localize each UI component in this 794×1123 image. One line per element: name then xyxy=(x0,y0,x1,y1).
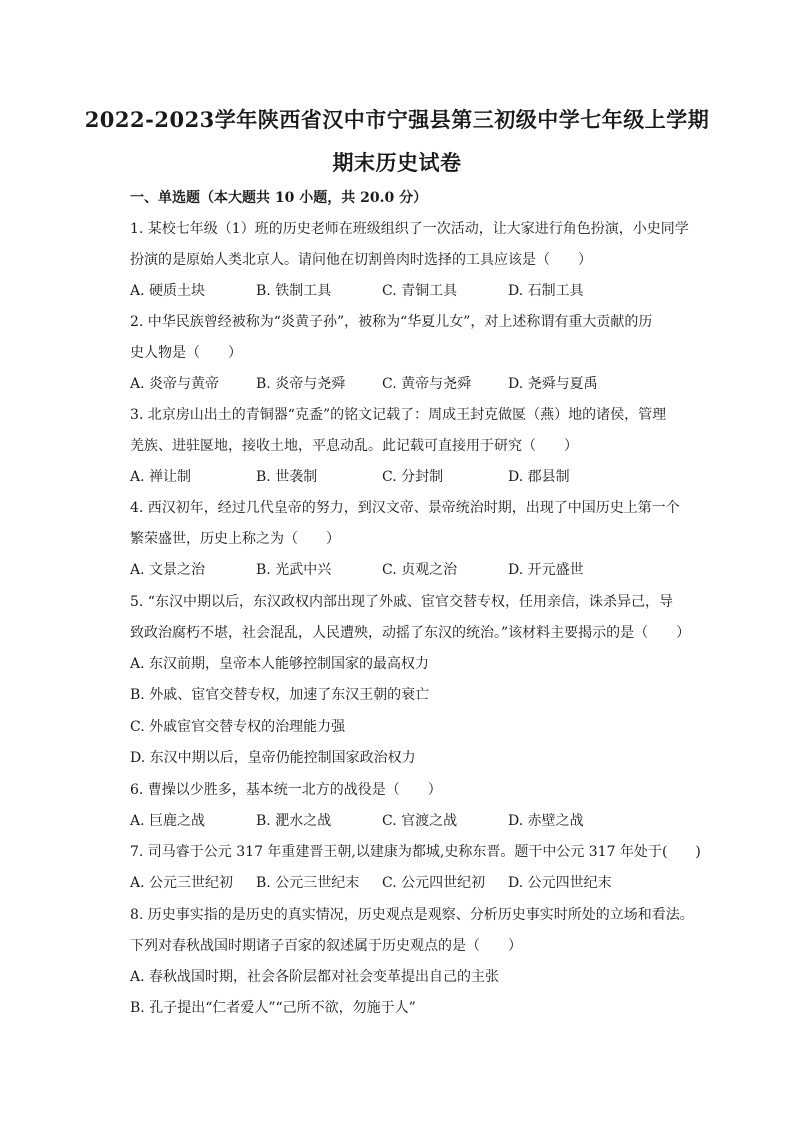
question-6-option-d: D. 赤壁之战 xyxy=(508,813,584,829)
question-6-option-c: C. 官渡之战 xyxy=(382,813,458,829)
question-4-option-c: C. 贞观之治 xyxy=(382,562,458,578)
question-6-option-a: A. 巨鹿之战 xyxy=(130,813,206,829)
section-heading: 一、单选题（本大题共 10 小题，共 20.0 分） xyxy=(130,190,428,206)
question-3-option-c: C. 分封制 xyxy=(382,469,444,485)
question-5-option-c: C. 外戚宦官交替专权的治理能力强 xyxy=(130,719,346,735)
question-4-line-1: 4. 西汉初年，经过几代皇帝的努力，到汉文帝、景帝统治时期，出现了中国历史上第一个 xyxy=(130,500,680,516)
question-3-option-d: D. 郡县制 xyxy=(508,469,570,485)
question-3-line-1: 3. 北京房山出土的青铜器“克盉”的铭文记载了：周成王封克做匽（燕）地的诸侯，管理 xyxy=(130,407,667,423)
question-5-line-1: 5. “东汉中期以后，东汉政权内部出现了外戚、宦官交替专权，任用亲信，诛杀异己，导 xyxy=(130,594,673,610)
question-3-line-2: 羌族、进驻匽地，接收土地，平息动乱。此记载可直接用于研究（ ） xyxy=(130,438,578,454)
question-4-option-a: A. 文景之治 xyxy=(130,562,206,578)
question-8-option-a: A. 春秋战国时期，社会各阶层都对社会变革提出自己的主张 xyxy=(130,969,500,985)
question-1-line-1: 1. 某校七年级（1）班的历史老师在班级组织了一次活动，让大家进行角色扮演，小史同学 xyxy=(130,221,689,237)
question-4-option-d: D. 开元盛世 xyxy=(508,562,584,578)
question-6-option-b: B. 淝水之战 xyxy=(256,813,332,829)
question-7-option-d: D. 公元四世纪末 xyxy=(508,875,612,891)
question-1-option-c: C. 青铜工具 xyxy=(382,283,458,299)
question-2-option-b: B. 炎帝与尧舜 xyxy=(256,376,346,392)
exam-title-line1: 2022-2023学年陕西省汉中市宁强县第三初级中学七年级上学期 xyxy=(84,107,710,132)
question-8-line-2: 下列对春秋战国时期诸子百家的叙述属于历史观点的是（ ） xyxy=(130,938,522,954)
question-2-option-c: C. 黄帝与尧舜 xyxy=(382,376,472,392)
question-7-option-a: A. 公元三世纪初 xyxy=(130,875,234,891)
question-5-option-a: A. 东汉前期，皇帝本人能够控制国家的最高权力 xyxy=(130,656,430,672)
question-1-option-d: D. 石制工具 xyxy=(508,283,584,299)
exam-title-line2: 期末历史试卷 xyxy=(332,150,462,175)
question-7-option-c: C. 公元四世纪初 xyxy=(382,875,486,891)
question-7-line-1: 7. 司马睿于公元 317 年重建晋王朝,以建康为都城,史称东晋。题干中公元 317 年处于( ) xyxy=(130,844,701,860)
question-3-option-b: B. 世袭制 xyxy=(256,469,318,485)
question-1-option-b: B. 铁制工具 xyxy=(256,283,332,299)
question-7-option-b: B. 公元三世纪末 xyxy=(256,875,360,891)
question-2-option-a: A. 炎帝与黄帝 xyxy=(130,376,220,392)
question-5-line-2: 致政治腐朽不堪，社会混乱，人民遭殃，动摇了东汉的统治。”该材料主要揭示的是（ ） xyxy=(130,625,691,641)
question-2-line-2: 史人物是（ ） xyxy=(130,345,242,361)
question-5-option-d: D. 东汉中期以后，皇帝仍能控制国家政治权力 xyxy=(130,750,416,766)
question-1-option-a: A. 硬质土块 xyxy=(130,283,206,299)
question-5-option-b: B. 外戚、宦官交替专权，加速了东汉王朝的衰亡 xyxy=(130,687,430,703)
question-1-line-2: 扮演的是原始人类北京人。请问他在切割兽肉时选择的工具应该是（ ） xyxy=(130,252,592,268)
question-6-line-1: 6. 曹操以少胜多，基本统一北方的战役是（ ） xyxy=(130,782,442,798)
question-4-option-b: B. 光武中兴 xyxy=(256,562,332,578)
question-4-line-2: 繁荣盛世，历史上称之为（ ） xyxy=(130,531,340,547)
question-8-line-1: 8. 历史事实指的是历史的真实情况，历史观点是观察、分析历史事实时所处的立场和看法。 xyxy=(130,907,694,923)
question-8-option-b: B. 孔子提出“仁者爱人”“己所不欲，勿施于人” xyxy=(130,1000,416,1016)
question-3-option-a: A. 禅让制 xyxy=(130,469,192,485)
question-2-line-1: 2. 中华民族曾经被称为“炎黄子孙”，被称为“华夏儿女”，对上述称谓有重大贡献的历 xyxy=(130,314,653,330)
question-2-option-d: D. 尧舜与夏禹 xyxy=(508,376,598,392)
